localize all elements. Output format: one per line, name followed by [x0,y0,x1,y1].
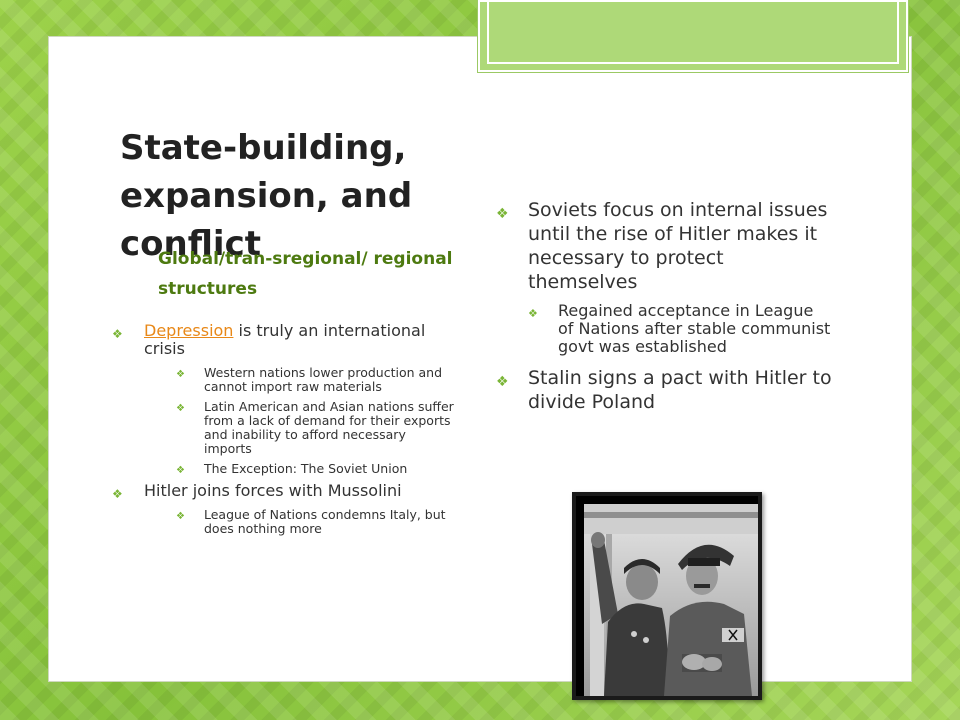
bullet-text: Stalin signs a pact with Hitler to divide Poland [528,367,832,413]
photo-illustration [584,504,758,696]
sub-bullet: ❖ League of Nations condemns Italy, but does nothing more [176,508,457,536]
bullet-soviets [496,198,832,356]
bullet-depression [112,322,457,476]
sub-bullet: ❖ The Exception: The Soviet Union [176,462,457,476]
slide-title: State-building, expansion, and conflict [120,128,413,264]
right-bullet-list [496,198,832,424]
sub-bullet: ❖ Western nations lower production and cannot import raw materials [176,366,457,394]
bullet-text: Hitler joins forces with Mussolini [144,481,402,500]
sub-bullet-list [528,302,832,356]
historical-photo [572,492,762,700]
sub-bullet: ❖ Latin American and Asian nations suffer from a lack of demand for their exports and inability to afford necessary imports [176,400,457,456]
bullet-stalin-pact [496,366,832,414]
depression-link[interactable]: Depression [144,321,234,340]
slide-subtitle: Global/tran-sregional/ regional structures [158,249,453,299]
sub-bullet: ❖ Regained acceptance in League of Nations after stable communist govt was established [528,302,832,356]
bullet-text: is truly an international crisis [144,321,426,358]
bullet-hitler-mussolini [112,482,457,536]
left-bullet-list [112,322,457,542]
sub-bullet-list [144,508,457,536]
sub-bullet-list [144,366,457,476]
header-tab-inner-border [487,0,899,64]
bullet-text: Soviets focus on internal issues until the rise of Hitler makes it necessary to protect themselves [528,199,828,293]
